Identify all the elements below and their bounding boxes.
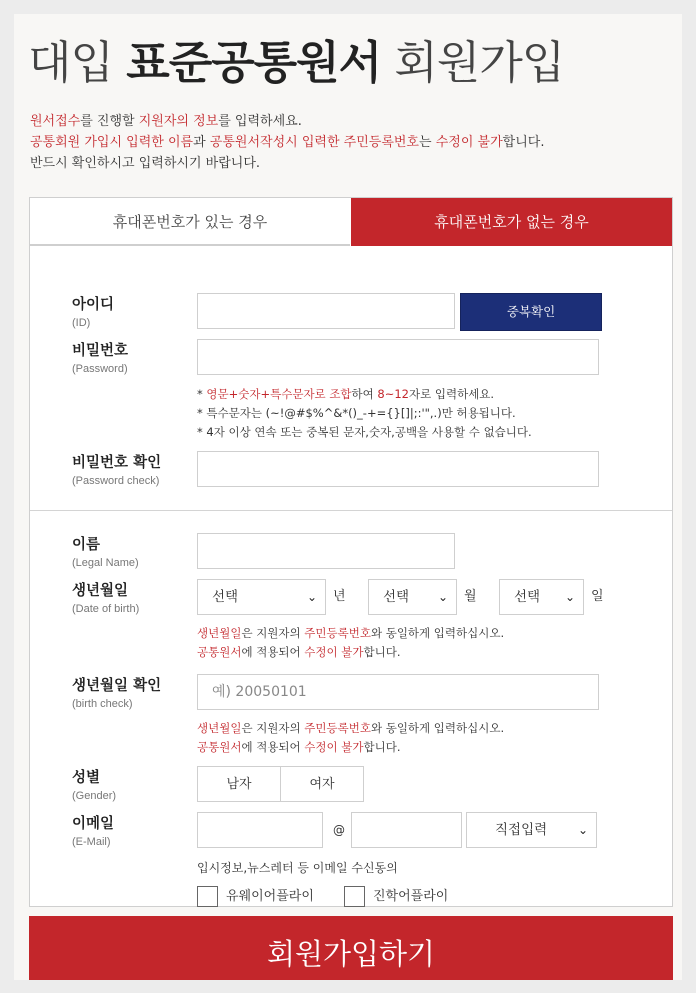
birth-hint-1 [197, 624, 504, 643]
birth-day-select[interactable] [499, 579, 584, 615]
birth-hint-2 [197, 643, 504, 662]
page-title [28, 26, 564, 91]
section-divider [30, 510, 672, 511]
birth-year-select[interactable] [197, 579, 326, 615]
consent-uway-label: 유웨이어플라이 [226, 889, 314, 904]
email-local-input[interactable] [197, 812, 323, 848]
hint-text: 주민등록번호 [304, 721, 371, 735]
birth-check-hints [197, 719, 504, 757]
hint-text: 수정이 불가 [304, 645, 364, 659]
gender-label-text: 성별 [72, 770, 101, 786]
notice-text: 를 입력하세요. [218, 114, 302, 129]
hint-text: 8~12 [377, 387, 409, 401]
hint-text: 합니다. [363, 740, 401, 754]
birth-check-hint-1 [197, 719, 504, 738]
hint-text: 에 적용되어 [241, 645, 305, 659]
email-label-text: 이메일 [72, 816, 115, 832]
birth-label [72, 579, 139, 615]
gender-male-button[interactable]: 남자 [197, 766, 281, 802]
notice-text: 공통원서작성시 입력한 주민등록번호 [209, 135, 419, 150]
hint-text: 합니다. [363, 645, 401, 659]
tab-with-phone[interactable]: 휴대폰번호가 있는 경우 [30, 198, 350, 246]
hint-text: 공통원서 [197, 645, 242, 659]
password-check-label-text: 비밀번호 확인 [72, 455, 162, 471]
hint-text: 수정이 불가 [304, 740, 364, 754]
name-input[interactable] [197, 533, 455, 569]
notice-line-2 [30, 132, 544, 153]
birth-year-value: 선택 [212, 589, 239, 605]
hint-text: 생년월일 [197, 721, 242, 735]
chevron-down-icon: ⌄ [577, 823, 588, 837]
title-part3: 회원가입 [381, 36, 565, 89]
checkbox-box[interactable] [344, 886, 365, 907]
name-label [72, 533, 139, 569]
gender-label-sub: (Gender) [72, 790, 117, 802]
chevron-down-icon: ⌄ [437, 590, 448, 604]
birth-check-label [72, 674, 161, 710]
email-domain-input[interactable] [351, 812, 462, 848]
email-label-sub: (E-Mail) [72, 836, 111, 848]
notice-text: 는 [419, 135, 436, 150]
hint-text: 은 지원자의 [241, 626, 305, 640]
email-domain-select[interactable] [466, 812, 597, 848]
email-consent-label: 입시정보,뉴스레터 등 이메일 수신동의 [197, 861, 398, 875]
password-input[interactable] [197, 339, 599, 375]
title-part1: 대입 [28, 36, 127, 89]
password-check-label-sub: (Password check) [72, 475, 160, 487]
password-label-text: 비밀번호 [72, 343, 129, 359]
consent-uway-checkbox[interactable] [197, 886, 314, 908]
birth-month-select[interactable] [368, 579, 457, 615]
notice [30, 111, 544, 174]
hint-text: 자로 입력하세요. [409, 387, 495, 401]
password-hints [197, 385, 532, 442]
hint-text: 영문+숫자+특수문자로 조합 [206, 387, 352, 401]
email-label [72, 812, 114, 848]
id-label [72, 293, 114, 329]
birth-hints [197, 624, 504, 662]
chevron-down-icon: ⌄ [306, 590, 317, 604]
checkbox-box[interactable] [197, 886, 218, 907]
hint-text: 은 지원자의 [241, 721, 305, 735]
birth-label-text: 생년월일 [72, 583, 129, 599]
password-label-sub: (Password) [72, 363, 128, 375]
birth-check-hint-2 [197, 738, 504, 757]
password-hint-1 [197, 385, 532, 404]
hint-text: 에 적용되어 [241, 740, 305, 754]
notice-text: 원서접수 [30, 114, 81, 129]
name-label-sub: (Legal Name) [72, 557, 139, 569]
hint-text: 와 동일하게 입력하십시오. [370, 626, 505, 640]
birth-day-value: 선택 [514, 589, 541, 605]
month-unit: 월 [464, 589, 477, 604]
birth-month-value: 선택 [383, 589, 410, 605]
birth-label-sub: (Date of birth) [72, 603, 140, 615]
hint-text: * [197, 387, 207, 401]
password-check-label [72, 451, 161, 487]
birth-check-label-sub: (birth check) [72, 698, 133, 710]
tab-without-phone[interactable]: 휴대폰번호가 없는 경우 [351, 198, 672, 246]
notice-line-3: 반드시 확인하시고 입력하시기 바랍니다. [30, 156, 261, 171]
notice-text: 지원자의 정보 [138, 114, 219, 129]
notice-text: 공통회원 가입시 입력한 이름 [30, 135, 194, 150]
title-part2: 표준공통원서 [126, 36, 382, 89]
email-domain-select-value: 직접입력 [495, 822, 548, 838]
year-unit: 년 [333, 589, 346, 604]
hint-text: 와 동일하게 입력하십시오. [370, 721, 505, 735]
signup-form [29, 197, 673, 907]
tab-bar [30, 198, 672, 246]
id-label-sub: (ID) [72, 317, 91, 329]
hint-text: 하여 [351, 387, 378, 401]
gender-female-button[interactable]: 여자 [280, 766, 364, 802]
notice-text: 과 [193, 135, 210, 150]
password-check-input[interactable] [197, 451, 599, 487]
gender-label [72, 766, 116, 802]
notice-text: 합니다. [502, 135, 545, 150]
chevron-down-icon: ⌄ [564, 590, 575, 604]
birth-check-input[interactable] [197, 674, 599, 710]
notice-line-1 [30, 111, 544, 132]
password-label [72, 339, 128, 375]
page [14, 14, 682, 980]
day-unit: 일 [591, 589, 604, 604]
birth-check-label-text: 생년월일 확인 [72, 678, 162, 694]
duplicate-check-button[interactable]: 중복확인 [460, 293, 602, 331]
hint-text: 생년월일 [197, 626, 242, 640]
at-sign: @ [333, 823, 345, 837]
id-input[interactable] [197, 293, 455, 329]
hint-text: 공통원서 [197, 740, 242, 754]
name-label-text: 이름 [72, 537, 101, 553]
id-label-text: 아이디 [72, 297, 115, 313]
consent-jinhak-label: 진학어플라이 [373, 889, 449, 904]
password-hint-2: * 특수문자는 (~!@#$%^&*()_-+={}[]|;:'",.)만 허용됩니다. [197, 406, 516, 420]
password-hint-3: * 4자 이상 연속 또는 중복된 문자,숫자,공백을 사용할 수 없습니다. [197, 425, 532, 439]
hint-text: 주민등록번호 [304, 626, 371, 640]
notice-text: 를 진행할 [80, 114, 139, 129]
signup-submit-button[interactable]: 회원가입하기 [29, 916, 673, 980]
consent-jinhak-checkbox[interactable] [344, 886, 448, 908]
notice-text: 수정이 불가 [435, 135, 503, 150]
